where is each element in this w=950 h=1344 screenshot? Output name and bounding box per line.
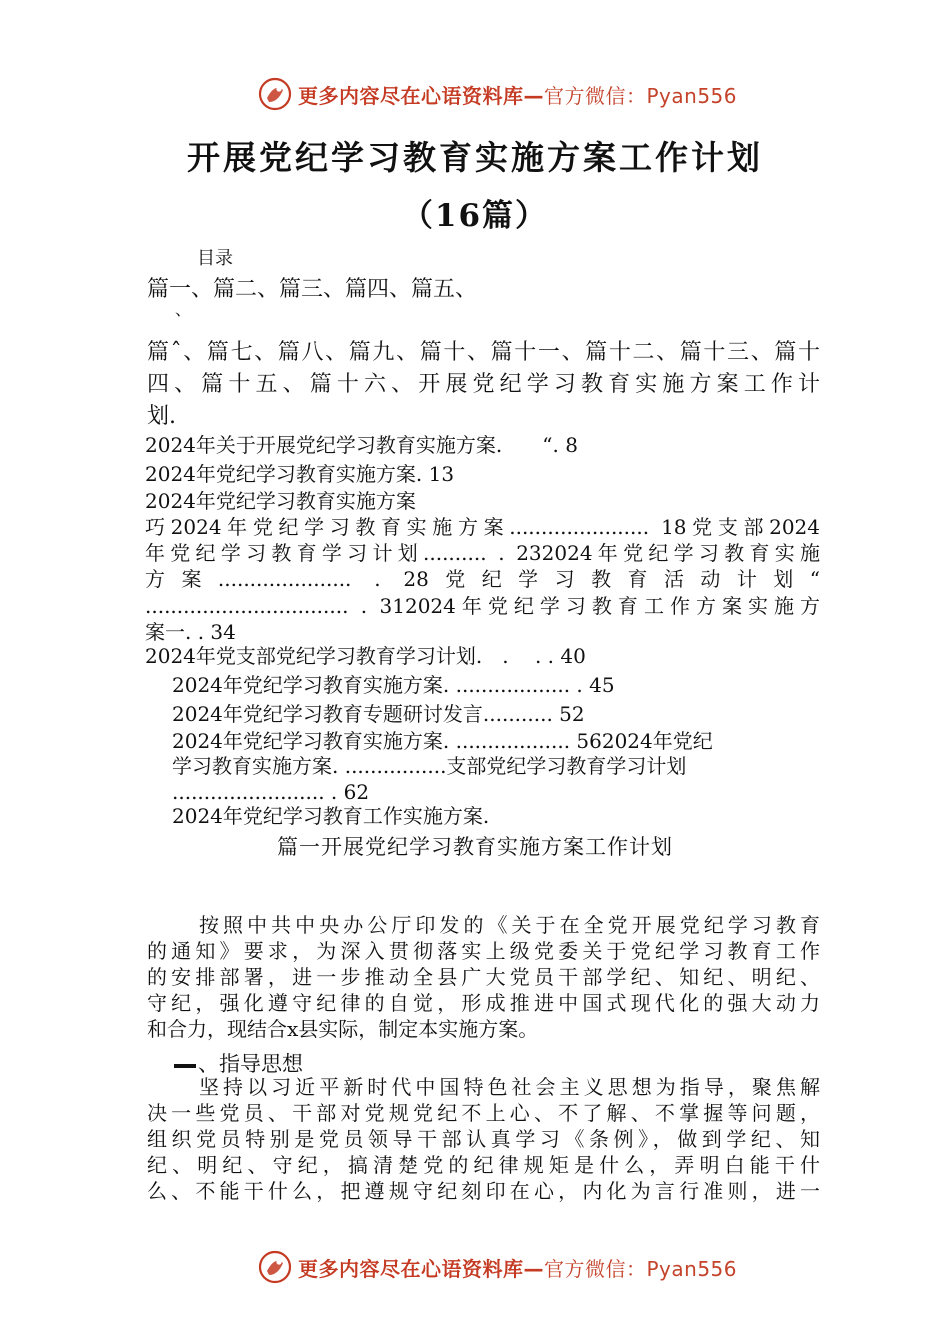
seal-logo-icon — [258, 1250, 292, 1284]
paragraph-line: 组织党员特别是党员领导干部认真学习《条例》，做到学纪、知 — [147, 1127, 820, 1151]
toc-entry: ................................ . 312024年党纪学习教育工作方案实施方 — [145, 594, 820, 618]
toc-line-3: 四、篇十五、篇十六、开展党纪学习教育实施方案工作计 — [147, 372, 820, 397]
body-paragraph-2 — [147, 1074, 820, 1204]
toc-line-1-mark: 、 — [175, 300, 192, 319]
toc-line-2: 篇ˆ、篇七、篇八、篇九、篇十、篇十一、篇十二、篇十三、篇十 — [147, 340, 820, 365]
toc-entry: 案一. . 34 — [145, 620, 236, 644]
section-heading: 、指导思想 — [174, 1048, 303, 1078]
body-paragraph-1 — [147, 912, 820, 1042]
toc-label: 目录 — [197, 248, 233, 269]
paragraph-line: 守纪，强化遵守纪律的自觉，形成推进中国式现代化的强大动力 — [147, 991, 820, 1015]
toc-entry: 2024年党纪学习教育工作实施方案. — [172, 804, 490, 828]
paragraph-line: 坚持以习近平新时代中国特色社会主义思想为指导，聚焦解 — [199, 1075, 820, 1099]
document-title: 开展党纪学习教育实施方案工作计划 — [187, 138, 763, 177]
toc-entry: 2024年关于开展党纪学习教育实施方案. “. 8 — [145, 433, 578, 457]
toc-line-1: 篇一、篇二、篇三、篇四、篇五、 — [147, 277, 478, 302]
paragraph-line: 和合力，现结合x县实际，制定本实施方案。 — [147, 1017, 539, 1041]
paragraph-line: 么、不能干什么，把遵规守纪刻印在心，内化为言行准则，进一 — [147, 1179, 820, 1203]
section-title: 篇一开展党纪学习教育实施方案工作计划 — [277, 835, 673, 859]
toc-entry: 2024年党纪学习教育实施方案 — [145, 489, 416, 513]
toc-entry: 方案..................... . 28党纪学习教育活动计划“ — [145, 567, 820, 591]
watermark-wechat: 官方微信：Pyan556 — [544, 83, 738, 108]
toc-entry: ........................ . 62 — [172, 780, 370, 804]
watermark-banner-top — [258, 76, 737, 112]
toc-entry: 年党纪学习教育学习计划.......... . 232024年党纪学习教育实施 — [145, 541, 820, 565]
toc-entry: 2024年党纪学习教育实施方案. .................. . 45 — [172, 673, 615, 697]
heading-number-mark — [174, 1064, 196, 1068]
seal-logo-icon — [258, 77, 292, 111]
toc-line-4: 划. — [147, 404, 176, 429]
paragraph-line: 的安排部署，进一步推动全县广大党员干部学纪、知纪、明纪、 — [147, 965, 820, 989]
paragraph-line: 的通知》要求，为深入贯彻落实上级党委关于党纪学习教育工作 — [147, 939, 820, 963]
toc-entry: 2024年党纪学习教育实施方案. .................. 562024年党纪 — [172, 729, 713, 753]
toc-entry: 2024年党支部党纪学习教育学习计划. . . . 40 — [145, 644, 586, 668]
toc-entry: 2024年党纪学习教育实施方案. 13 — [145, 462, 455, 486]
paragraph-line: 纪、明纪、守纪，搞清楚党的纪律规矩是什么，弄明白能干什 — [147, 1153, 820, 1177]
watermark-text: 更多内容尽在心语资料库—官方微信：Pyan556 — [298, 83, 738, 108]
toc-entry: 学习教育实施方案. ................支部党纪学习教育学习计划 — [172, 754, 687, 778]
paragraph-line: 按照中共中央办公厅印发的《关于在全党开展党纪学习教育 — [199, 913, 820, 937]
toc-entry: 巧2024年党纪学习教育实施方案...................... 18党支部2024 — [145, 515, 820, 539]
watermark-wechat: 官方微信：Pyan556 — [544, 1256, 738, 1281]
toc-entry: 2024年党纪学习教育专题研讨发言........... 52 — [172, 702, 585, 726]
watermark-text: 更多内容尽在心语资料库—官方微信：Pyan556 — [298, 1256, 738, 1281]
watermark-banner-bottom — [258, 1249, 737, 1285]
document-subtitle: （16篇） — [401, 198, 549, 234]
paragraph-line: 决一些党员、干部对党规党纪不上心、不了解、不掌握等问题， — [147, 1101, 820, 1125]
